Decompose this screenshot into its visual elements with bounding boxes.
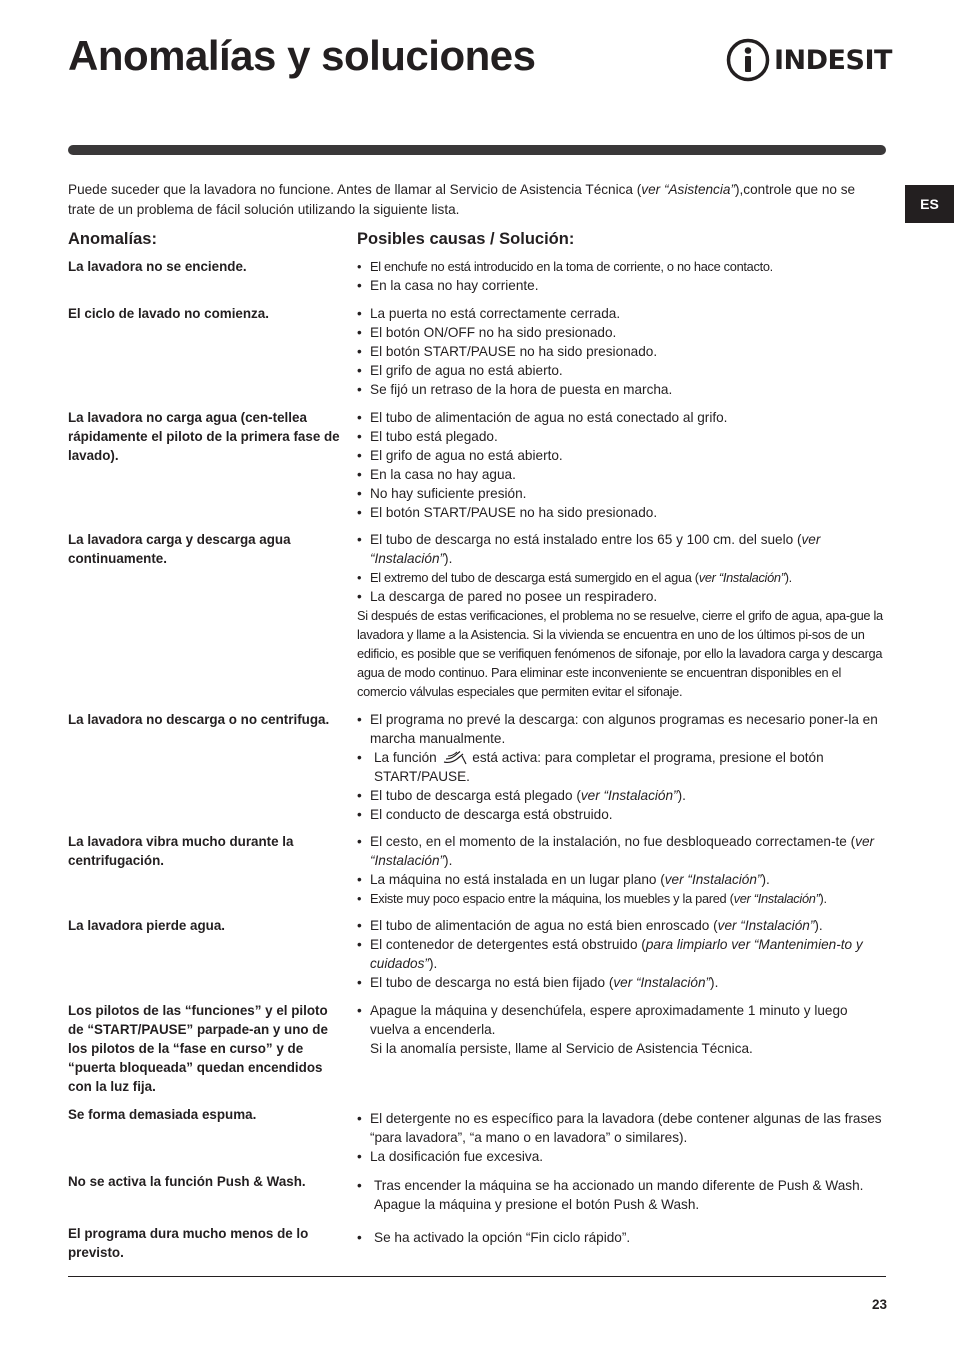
cause-ref: ver “Instalación” xyxy=(717,918,815,933)
cause-list xyxy=(357,1001,887,1058)
cause-text-end: ). xyxy=(677,788,686,803)
list-item xyxy=(357,786,887,805)
list-item xyxy=(357,973,887,992)
problem-label: La lavadora vibra mucho durante la centrifugación. xyxy=(68,834,294,868)
list-item: • El botón START/PAUSE no ha sido presionado. xyxy=(357,342,887,361)
list-item xyxy=(357,916,887,935)
cause-text-end: ). xyxy=(784,570,792,585)
language-tab: ES xyxy=(905,185,954,223)
list-item xyxy=(357,870,887,889)
cause-list xyxy=(357,832,887,908)
cause-ref: para limpiarlo ver “Mantenimien-to y cuidados” xyxy=(370,937,863,971)
list-item: • El programa no prevé la descarga: con algunos programas es necesario poner-la en marcha manualmente. xyxy=(357,710,887,748)
problem-label: La lavadora no se enciende. xyxy=(68,259,247,274)
indesit-logo xyxy=(726,38,892,82)
cause-text: El tubo de descarga no está instalado entre los 65 y 100 cm. del suelo ( xyxy=(370,532,802,547)
cause-ref: ver “Instalación” xyxy=(664,872,762,887)
list-item: • El detergente no es específico para la lavadora (debe contener algunas de las frases “para lavadora”, “a mano o en lavadora” o similares). xyxy=(357,1109,887,1147)
list-item: • Se fijó un retraso de la hora de puesta en marcha. xyxy=(357,380,887,399)
intro-text: Puede suceder que la lavadora no funcione. Antes de llamar al Servicio de Asistencia Técnica ( xyxy=(68,182,642,197)
cause-text: Existe muy poco espacio entre la máquina, los muebles y la pared ( xyxy=(370,891,734,906)
cause-text: El tubo de descarga está plegado ( xyxy=(370,788,581,803)
cause-list xyxy=(357,710,887,824)
cause-list xyxy=(357,304,887,399)
cause-ref: ver “Instalación” xyxy=(613,975,711,990)
list-item xyxy=(357,568,887,587)
intro-text-end: ),controle que no se trate de un problema de fácil solución utilizando la siguiente lista. xyxy=(68,182,856,217)
cause-text-end: ). xyxy=(819,891,827,906)
cause-text: El contenedor de detergentes está obstruido ( xyxy=(370,937,646,952)
cause-text-end: ). xyxy=(444,551,453,566)
list-item: • El botón START/PAUSE no ha sido presionado. xyxy=(357,503,887,522)
intro-paragraph xyxy=(68,180,886,220)
list-item: • El grifo de agua no está abierto. xyxy=(357,361,887,380)
cause-text: El extremo del tubo de descarga está sumergido en el agua ( xyxy=(370,570,699,585)
list-item xyxy=(357,935,887,973)
cause-text-end: está activa: para completar el programa, presione el botón START/PAUSE. xyxy=(374,750,824,784)
list-item: • En la casa no hay corriente. xyxy=(357,276,887,295)
cause-note: Si la anomalía persiste, llame al Servicio de Asistencia Técnica. xyxy=(370,1041,753,1056)
cause-list xyxy=(357,257,887,295)
list-item: • Apague la máquina y desenchúfela, espere aproximadamente 1 minuto y luego vuelva a encenderla. xyxy=(357,1001,887,1039)
list-item: • El conducto de descarga está obstruido. xyxy=(357,805,887,824)
list-item xyxy=(357,748,887,786)
causes-header: Posibles causas / Solución: xyxy=(357,230,575,248)
problem-label: Los pilotos de las “funciones” y el piloto de “START/PAUSE” parpade-an y uno de los pilotos de la “fase en curso” y de “puerta bloqueada” quedan encendidos con la luz fija. xyxy=(68,1003,328,1094)
list-item: • El tubo de alimentación de agua no está conectado al grifo. xyxy=(357,408,887,427)
cause-ref: ver “Instalación” xyxy=(580,788,678,803)
list-item xyxy=(357,530,887,568)
hand-wash-icon xyxy=(443,750,467,765)
problem-label: La lavadora carga y descarga agua continuamente. xyxy=(68,532,291,566)
cause-list xyxy=(357,530,887,701)
list-item: • La descarga de pared no posee un respiradero. xyxy=(357,587,887,606)
footer-rule xyxy=(68,1276,886,1277)
problem-label: La lavadora no descarga o no centrifuga. xyxy=(68,712,330,727)
cause-list xyxy=(357,1228,887,1247)
page-number: 23 xyxy=(872,1297,888,1312)
cause-ref: ver “Instalación” xyxy=(370,532,821,566)
cause-note: Si después de estas verificaciones, el problema no se resuelve, cierre el grifo de agua, apa-gue la lavadora y llame a la Asistencia. Si la vivienda se encuentra en uno de los últimos pi-sos de un edificio, es posible que se verifiquen fenómenos de sifonaje, por ello la lavadora carga y descarga agua de modo continuo. Para eliminar este inconveniente se encuentran disponibles en el comercio válvulas especiales que permiten evitar el sifonaje. xyxy=(357,608,883,699)
problem-label: Se forma demasiada espuma. xyxy=(68,1107,257,1122)
problem-label: El programa dura mucho menos de lo previsto. xyxy=(68,1226,309,1260)
cause-ref: ver “Instalación” xyxy=(698,570,785,585)
anomalies-header: Anomalías: xyxy=(68,230,157,248)
cause-list xyxy=(357,408,887,522)
problem-label: La lavadora pierde agua. xyxy=(68,918,226,933)
list-item xyxy=(357,889,887,908)
cause-text: La función xyxy=(374,750,437,765)
list-item: • Se ha activado la opción “Fin ciclo rápido”. xyxy=(357,1228,887,1247)
problem-label: No se activa la función Push & Wash. xyxy=(68,1174,306,1189)
cause-text-end: ). xyxy=(444,853,453,868)
list-item: • No hay suficiente presión. xyxy=(357,484,887,503)
list-item: • El enchufe no está introducido en la toma de corriente, o no hace contacto. xyxy=(357,257,887,276)
problem-label: La lavadora no carga agua (cen-tellea rápidamente el piloto de la primera fase de lavado). xyxy=(68,410,340,463)
cause-ref: ver “Instalación” xyxy=(370,834,875,868)
list-item: • El grifo de agua no está abierto. xyxy=(357,446,887,465)
list-item xyxy=(357,832,887,870)
cause-list xyxy=(357,1109,887,1166)
cause-text-end: ). xyxy=(710,975,719,990)
list-item: • Tras encender la máquina se ha accionado un mando diferente de Push & Wash. Apague la máquina y presione el botón Push & Wash. xyxy=(357,1176,887,1214)
list-item: • El botón ON/OFF no ha sido presionado. xyxy=(357,323,887,342)
cause-ref: ver “Instalación” xyxy=(733,891,820,906)
indesit-logo-text: INDESIT xyxy=(774,44,892,76)
cause-text-end: ). xyxy=(428,956,438,971)
cause-list xyxy=(357,916,887,992)
cause-text-end: ). xyxy=(761,872,770,887)
problem-label: El ciclo de lavado no comienza. xyxy=(68,306,269,321)
list-item: • La dosificación fue excesiva. xyxy=(357,1147,887,1166)
header-rule xyxy=(68,145,886,155)
cause-text: El tubo de descarga no está bien fijado ( xyxy=(370,975,614,990)
indesit-logo-icon xyxy=(726,38,770,82)
cause-list xyxy=(357,1176,887,1214)
intro-ref: ver “Asistencia” xyxy=(641,182,735,197)
list-item: • En la casa no hay agua. xyxy=(357,465,887,484)
cause-text: El cesto, en el momento de la instalación, no fue desbloqueado correctamen-te ( xyxy=(370,834,856,849)
cause-text: La máquina no está instalada en un lugar plano ( xyxy=(370,872,665,887)
cause-text-end: ). xyxy=(814,918,823,933)
list-item: • El tubo está plegado. xyxy=(357,427,887,446)
list-item: • La puerta no está correctamente cerrada. xyxy=(357,304,887,323)
cause-text: El tubo de alimentación de agua no está bien enroscado ( xyxy=(370,918,718,933)
page-title: Anomalías y soluciones xyxy=(68,32,536,79)
